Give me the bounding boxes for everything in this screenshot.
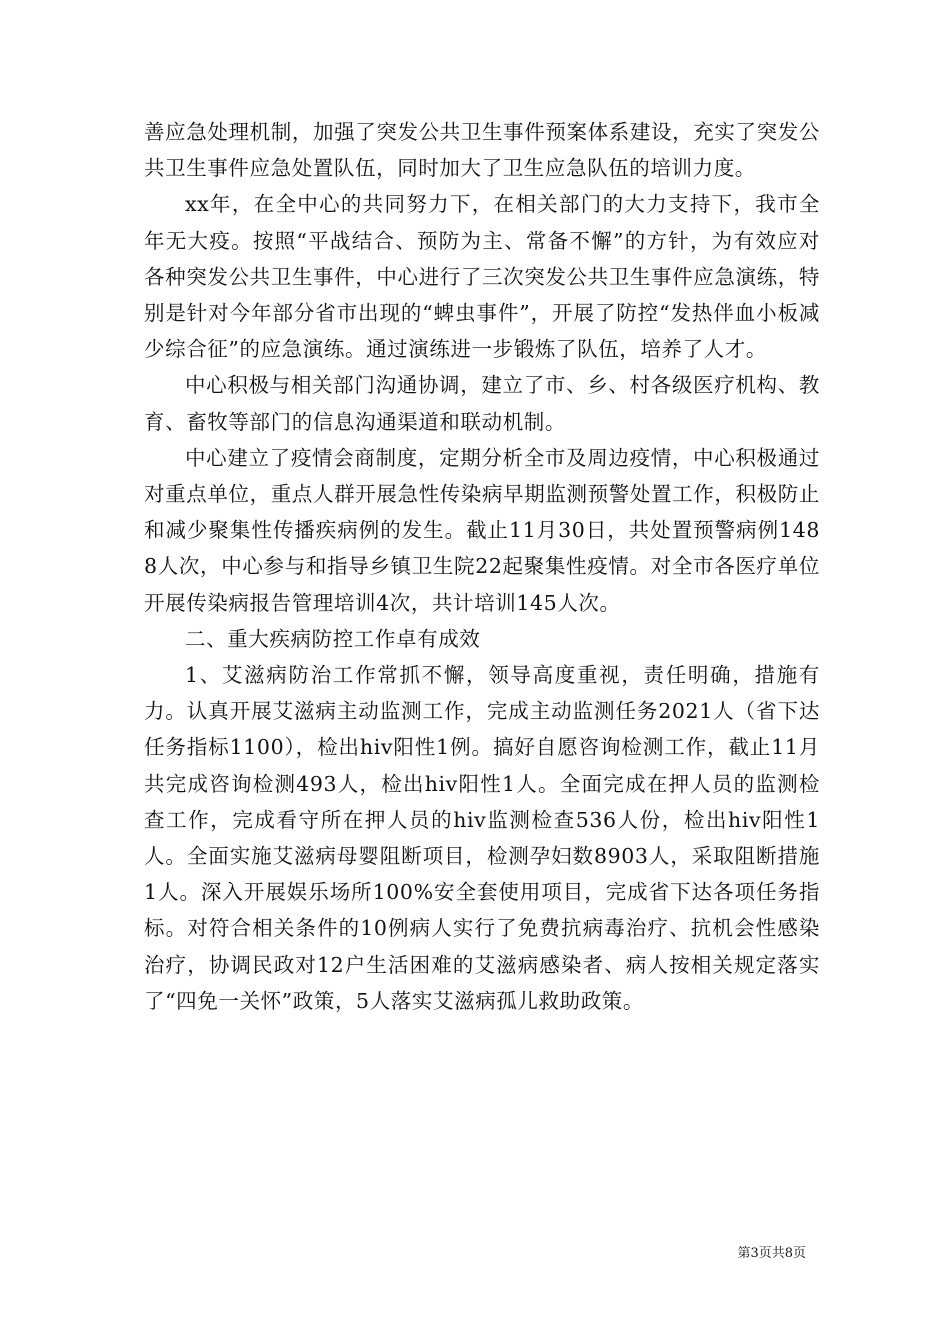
paragraph-epidemic-consultation: 中心建立了疫情会商制度，定期分析全市及周边疫情，中心积极通过对重点单位，重点人群开展急性传染病早期监测预警处置工作，积极防止和减少聚集性传播疾病例的发生。截止11月30日，共处置预警病例1488人次，中心参与和指导乡镇卫生院22起聚集性疫情。对全市各医疗单位开展传染病报告管理培训4次，共计培训145人次。 — [144, 445, 820, 615]
page-number-label: 第3页共8页 — [737, 1246, 806, 1261]
paragraph-coordination: 中心积极与相关部门沟通协调，建立了市、乡、村各级医疗机构、教育、畜牧等部门的信息沟通渠道和联动机制。 — [144, 373, 820, 434]
document-body — [144, 114, 820, 1019]
section-heading: 二、重大疾病防控工作卓有成效 — [185, 626, 481, 651]
paragraph-aids-prevention: 1、艾滋病防治工作常抓不懈，领导高度重视，责任明确，措施有力。认真开展艾滋病主动监测工作，完成主动监测任务2021人（省下达任务指标1100），检出hiv阳性1例。搞好自愿咨询检测工作，截止11月共完成咨询检测493人，检出hiv阳性1人。全面完成在押人员的监测检查工作，完成看守所在押人员的hiv监测检查536人份，检出hiv阳性1人。全面实施艾滋病母婴阻断项目，检测孕妇数8903人，采取阻断措施1人。深入开展娱乐场所100%安全套使用项目，完成省下达各项任务指标。对符合相关条件的10例病人实行了免费抗病毒治疗、抗机会性感染治疗，协调民政对12户生活困难的艾滋病感染者、病人按相关规定落实了“四免一关怀”政策，5人落实艾滋病孤儿救助政策。 — [144, 663, 820, 1013]
page-number — [737, 1246, 806, 1262]
paragraph-annual-summary: xx年，在全中心的共同努力下，在相关部门的大力支持下，我市全年无大疫。按照“平战结合、预防为主、常备不懈”的方针，为有效应对各种突发公共卫生事件，中心进行了三次突发公共卫生事件应急演练，特别是针对今年部分省市出现的“蜱虫事件”，开展了防控“发热伴血小板减少综合征”的应急演练。通过演练进一步锻炼了队伍，培养了人才。 — [144, 192, 820, 362]
paragraph-continuation: 善应急处理机制，加强了突发公共卫生事件预案体系建设，充实了突发公共卫生事件应急处置队伍，同时加大了卫生应急队伍的培训力度。 — [144, 120, 820, 181]
